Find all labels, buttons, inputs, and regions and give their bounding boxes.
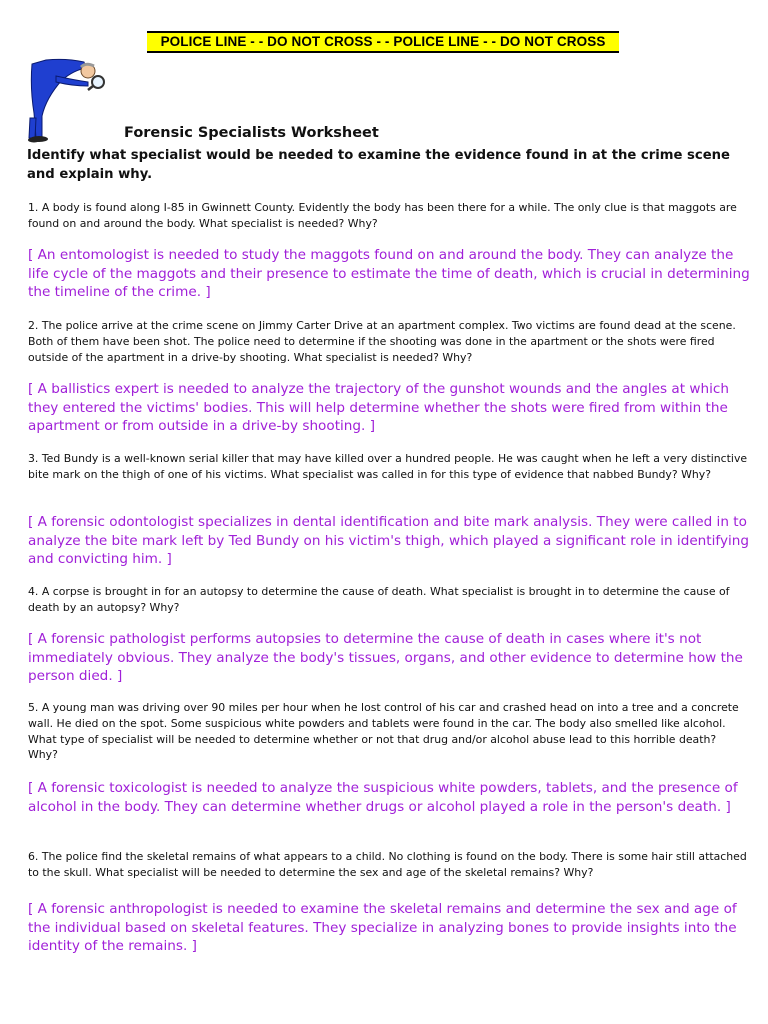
answer-6: [ A forensic anthropologist is needed to examine the skeletal remains and determine the sex and age of the individual based on skeletal features. They specialize in analyzing bones to provide insights into the identity of the remains. ] [28, 901, 737, 955]
question-1: 1. A body is found along I-85 in Gwinnett County. Evidently the body has been there for a while. The only clue is that maggots are found on and around the body. What specialist is needed? Why? [28, 201, 737, 230]
answer-4: [ A forensic pathologist performs autopsies to determine the cause of death in cases where it's not immediately obvious. They analyze the body's tissues, organs, and other evidence to determine how the person died. ] [28, 631, 743, 685]
question-4: 4. A corpse is brought in for an autopsy to determine the cause of death. What specialist is brought in to determine the cause of death by an autopsy? Why? [28, 585, 730, 614]
detective-with-magnifying-glass-icon [26, 58, 112, 144]
answer-1: [ An entomologist is needed to study the maggots found on and around the body. They can analyze the life cycle of the maggots and their presence to estimate the time of death, which is crucial in determining the timeline of the crime. ] [28, 247, 750, 301]
answer-3: [ A forensic odontologist specializes in dental identification and bite mark analysis. They were called in to analyze the bite mark left by Ted Bundy on his victim's thigh, which played a significant role in identifying and convicting him. ] [28, 514, 750, 568]
instructions: Identify what specialist would be needed to examine the evidence found in at the crime scene and explain why. [27, 148, 730, 182]
answer-5: [ A forensic toxicologist is needed to analyze the suspicious white powders, tablets, and the presence of alcohol in the body. They can determine whether drugs or alcohol played a role in the person's death. ] [28, 780, 738, 815]
question-3: 3. Ted Bundy is a well-known serial killer that may have killed over a hundred people. He was caught when he left a very distinctive bite mark on the thigh of one of his victims. What specialist was called in for this type of evidence that nabbed Bundy? Why? [28, 452, 748, 481]
answer-2: [ A ballistics expert is needed to analyze the trajectory of the gunshot wounds and the angles at which they entered the victims' bodies. This will help determine whether the shots were fired from within the apartment or from outside in a drive-by shooting. ] [28, 381, 729, 435]
question-5: 5. A young man was driving over 90 miles per hour when he lost control of his car and crashed head on into a tree and a concrete wall. He died on the spot. Some suspicious white powders and tablets were found in the car. The body also smelled like alcohol. What type of specialist will be needed to determine whether or not that drug and/or alcohol abuse lead to this horrible death? Why? [28, 701, 739, 762]
worksheet-title: Forensic Specialists Worksheet [124, 125, 379, 141]
police-line-banner: POLICE LINE - - DO NOT CROSS - - POLICE LINE - - DO NOT CROSS [147, 31, 619, 53]
question-6: 6. The police find the skeletal remains of what appears to a child. No clothing is found on the body. There is some hair still attached to the skull. What specialist will be needed to determine the sex and age of the skeletal remains? Why? [28, 850, 747, 879]
question-2: 2. The police arrive at the crime scene on Jimmy Carter Drive at an apartment complex. Two victims are found dead at the scene. Both of them have been shot. The police need to determine if the shooting was done in the apartment or the shots were fired outside of the apartment in a drive-by shooting. What specialist is needed? Why? [28, 319, 736, 364]
